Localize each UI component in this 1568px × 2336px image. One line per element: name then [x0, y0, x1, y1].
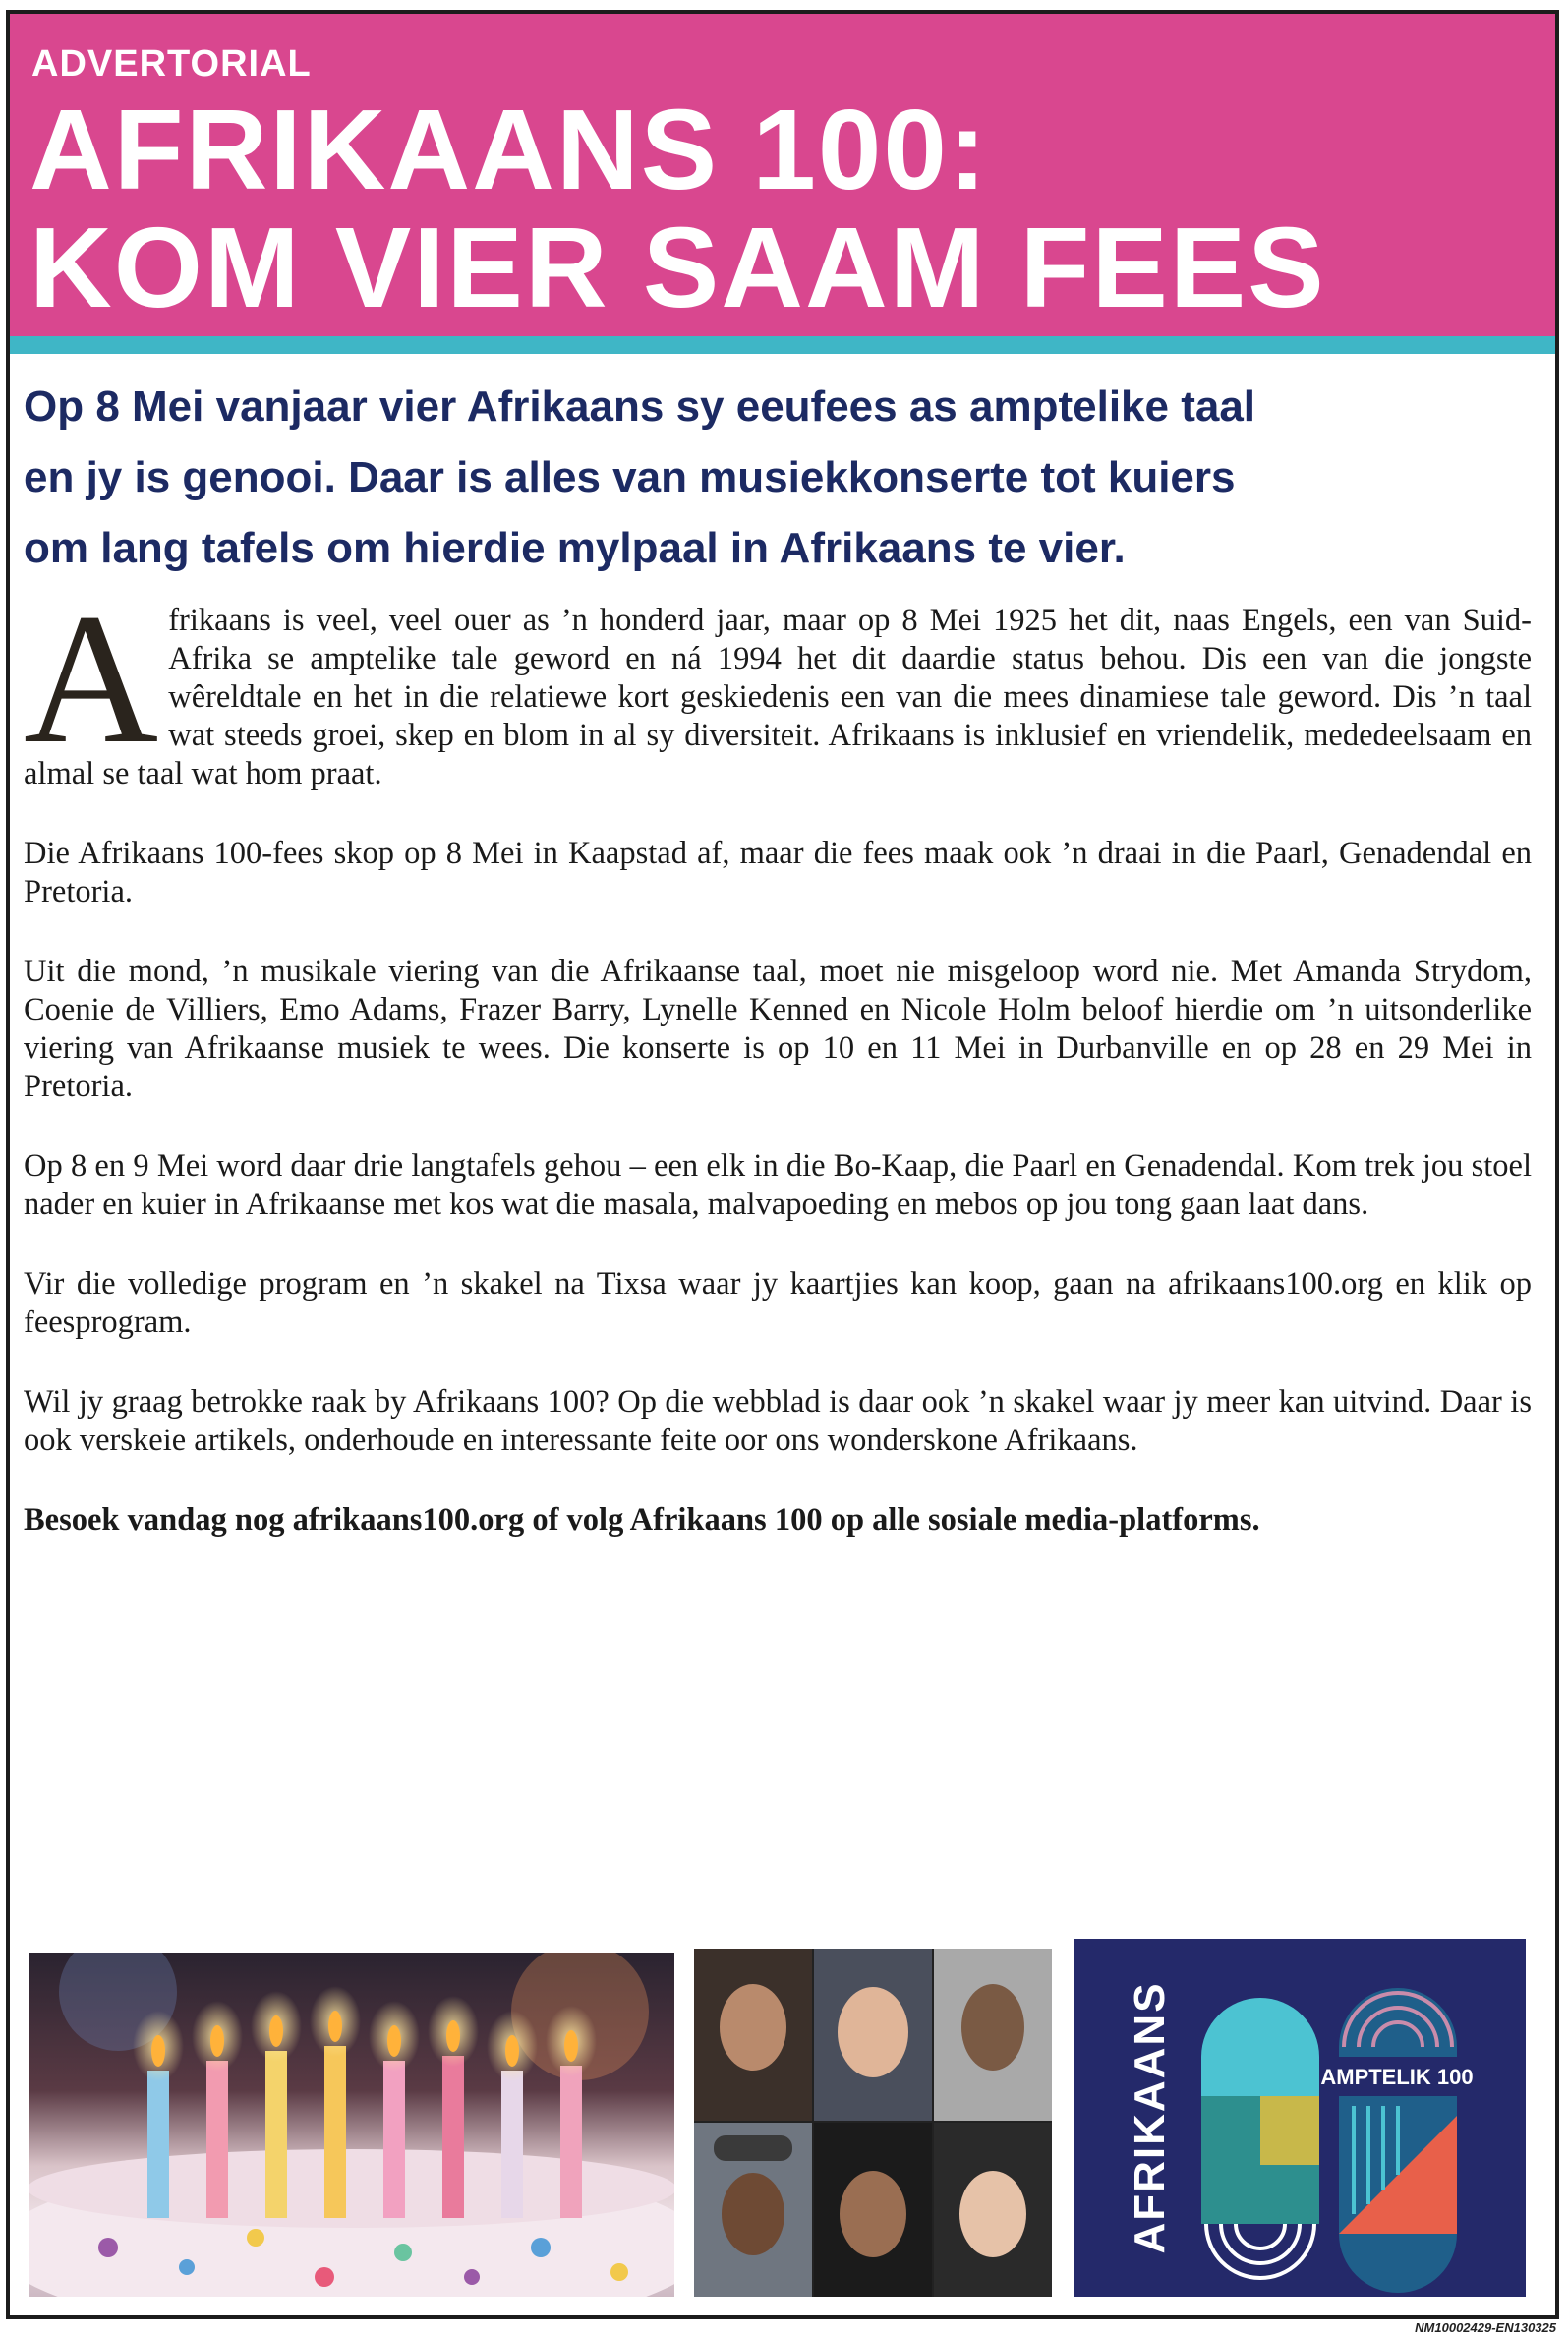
intro-line-3: om lang tafels om hierdie mylpaal in Afrikaans te vier.: [24, 524, 1126, 572]
headline-line-2: KOM VIER SAAM FEES: [29, 204, 1326, 331]
paragraph-1: [24, 576, 1532, 793]
intro-line-1: Op 8 Mei vanjaar vier Afrikaans sy eeufees as amptelike taal: [24, 382, 1256, 431]
headline-line-1: AFRIKAANS 100:: [29, 86, 989, 213]
logo-vertical-word: AFRIKAANS: [1126, 1981, 1174, 2254]
paragraph-6: Wil jy graag betrokke raak by Afrikaans 100? Op die webblad is daar ook ’n skakel waar jy meer kan uitvind. Daar is ook verskeie artikels, onderhoude en interessante feite oor ons wonderskone Afrikaans.: [24, 1384, 1532, 1458]
headline: [29, 86, 1326, 331]
logo-badge-text: AMPTELIK 100: [1320, 2065, 1474, 2089]
drop-cap: A: [24, 576, 159, 783]
cake-candles-illustration: [29, 1953, 674, 2297]
call-to-action: Besoek vandag nog afrikaans100.org of volg Afrikaans 100 op alle sosiale media-platforms.: [24, 1502, 1260, 1538]
intro-paragraph: [24, 372, 1547, 584]
paragraph-4: Op 8 en 9 Mei word daar drie langtafels gehou – een elk in die Bo-Kaap, die Paarl en Genadendal. Kom trek jou stoel nader en kuier in Afrikaanse met kos wat die masala, malvapoeding en mebos op jou tong gaan laat dans.: [24, 1148, 1532, 1222]
paragraph-1-text: frikaans is veel, veel ouer as ’n honderd jaar, maar op 8 Mei 1925 het dit, naas Engels, een van Suid-Afrika se amptelike tale geword en ná 1994 het dit daardie status behou. Dis een van die jongste wêreldtale en het in die relatiewe kort geskiedenis een van die mees dinamiese tale geword. Dis ’n taal wat steeds groei, skep en blom in al sy diversiteit. Afrikaans is inklusief en vriendelik, mededeelsaam en almal se taal wat hom praat.: [24, 603, 1532, 791]
artists-photo-collage: [694, 1949, 1052, 2297]
artists-collage-illustration: [694, 1949, 1052, 2297]
advertorial-kicker: ADVERTORIAL: [31, 43, 312, 85]
header-banner: [10, 14, 1555, 336]
article-body: [24, 576, 1532, 1581]
intro-line-2: en jy is genooi. Daar is alles van musiekkonserte tot kuiers: [24, 453, 1236, 501]
birthday-cake-photo: [29, 1953, 674, 2297]
logo-graphic: [1074, 1939, 1526, 2297]
accent-bar: [10, 336, 1555, 354]
afrikaans-100-logo: [1074, 1939, 1526, 2297]
paragraph-5: Vir die volledige program en ’n skakel na Tixsa waar jy kaartjies kan koop, gaan na afrikaans100.org en klik op feesprogram.: [24, 1266, 1532, 1340]
paragraph-2: Die Afrikaans 100-fees skop op 8 Mei in Kaapstad af, maar die fees maak ook ’n draai in die Paarl, Genadendal en Pretoria.: [24, 836, 1532, 909]
paragraph-3: Uit die mond, ’n musikale viering van die Afrikaanse taal, moet nie misgeloop word nie. Met Amanda Strydom, Coenie de Villiers, Emo Adams, Frazer Barry, Lynelle Kenned en Nicole Holm beloof hierdie om ’n uitsonderlike viering van Afrikaanse musiek te wees. Die konserte is op 10 en 11 Mei in Durbanville en op 28 en 29 Mei in Pretoria.: [24, 954, 1532, 1104]
ad-reference-code: NM10002429-EN130325: [1415, 2320, 1556, 2335]
